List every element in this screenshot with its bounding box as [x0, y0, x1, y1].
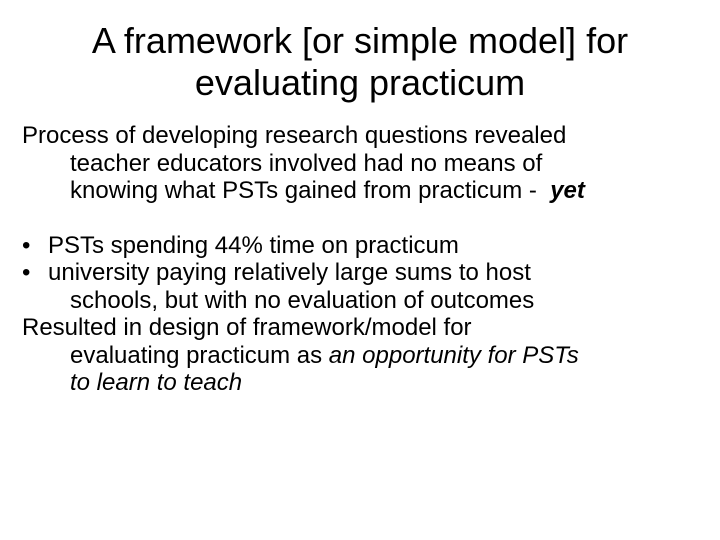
intro-line-1: Process of developing research questions revealed: [22, 122, 567, 149]
title-line-1: A framework [or simple model] for: [91, 20, 629, 61]
intro-line-2: teacher educators involved had no means of: [70, 149, 543, 177]
bullet-1-line-1: PSTs spending 44% time on practicum: [48, 231, 459, 259]
bullet-2-line-2: schools, but with no evaluation of outcomes: [70, 286, 535, 314]
result-line-1: Resulted in design of framework/model for: [22, 314, 472, 341]
bullet-item-1: [22, 232, 712, 260]
slide-body: [22, 122, 712, 397]
bullet-icon: •: [22, 259, 31, 286]
result-line-2-italic: an opportunity for PSTs: [328, 341, 579, 369]
slide-title: [0, 20, 720, 104]
intro-line-3: [22, 177, 712, 205]
result-paragraph: [22, 314, 712, 397]
intro-emphasis: yet: [550, 177, 585, 204]
intro-paragraph: [22, 122, 712, 205]
result-line-2-plain: evaluating practicum as: [70, 341, 329, 369]
bullet-2-line-1: university paying relatively large sums to host: [48, 259, 531, 286]
title-line-2: evaluating practicum: [194, 62, 526, 103]
result-line-3: [22, 369, 712, 397]
intro-line-3-text: knowing what PSTs gained from practicum -: [70, 177, 551, 204]
result-line-3-italic: to learn to teach: [70, 369, 243, 396]
bullet-item-2: [22, 259, 712, 314]
paragraph-gap: [22, 205, 712, 232]
result-line-2: [22, 342, 712, 370]
bullet-icon: •: [22, 231, 31, 259]
